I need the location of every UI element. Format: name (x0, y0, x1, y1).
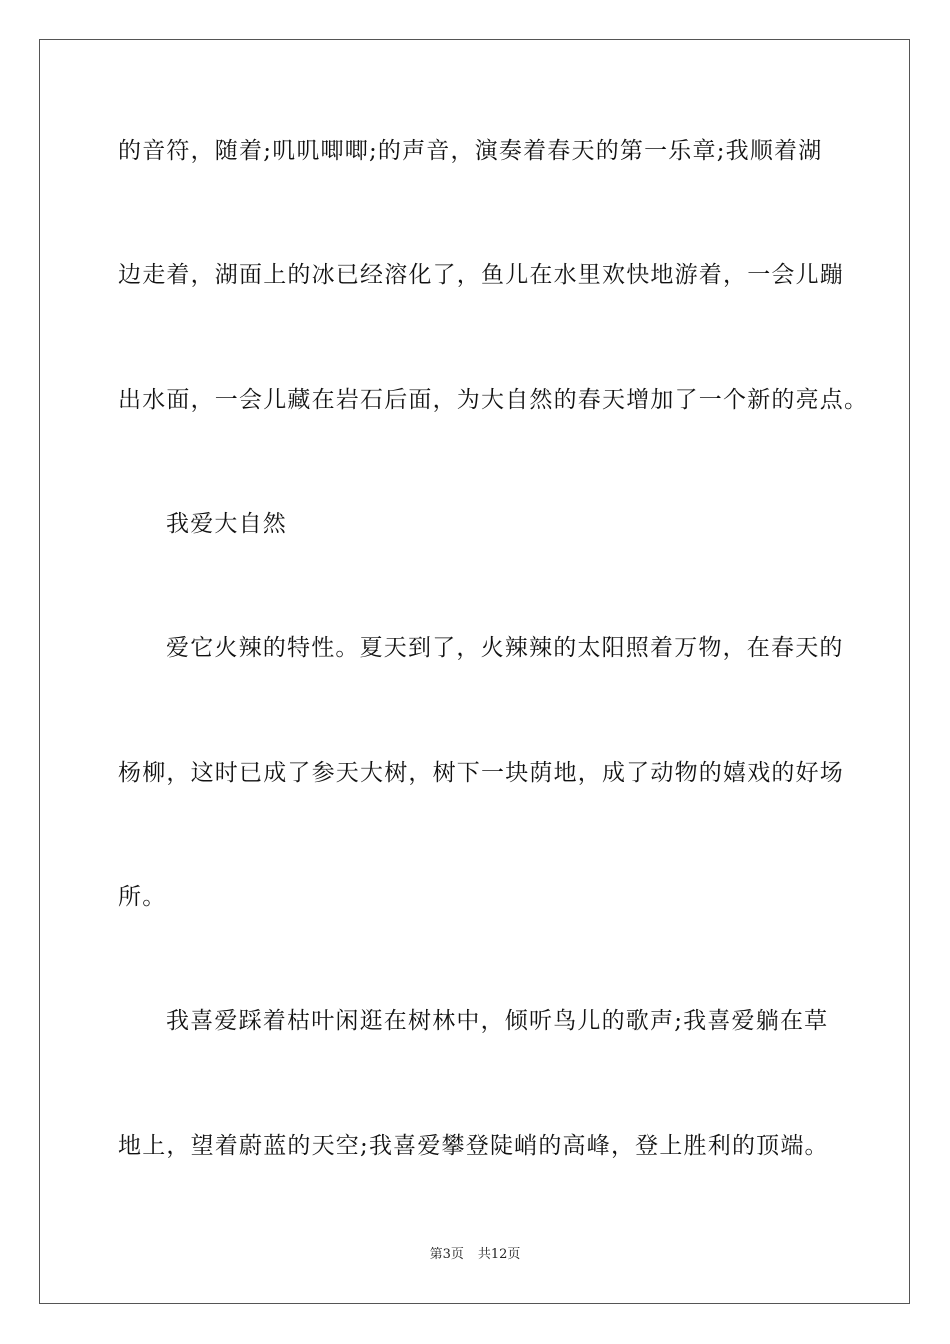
text-line-6: 杨柳，这时已成了参天大树，树下一块荫地，成了动物的嬉戏的好场 (118, 760, 844, 786)
page-border (39, 39, 910, 1304)
page-number: 第3页 (429, 1247, 464, 1262)
text-line-2: 边走着，湖面上的冰已经溶化了，鱼儿在水里欢快地游着，一会儿蹦 (118, 262, 844, 288)
text-line-3: 出水面，一会儿藏在岩石后面，为大自然的春天增加了一个新的亮点。 (118, 387, 869, 413)
text-line-5: 爱它火辣的特性。夏天到了，火辣辣的太阳照着万物，在春天的 (166, 635, 844, 661)
section-heading: 我爱大自然 (166, 511, 287, 537)
text-line-1: 的音符，随着;叽叽唧唧;的声音，演奏着春天的第一乐章;我顺着湖 (118, 138, 823, 164)
text-line-9: 地上，望着蔚蓝的天空;我喜爱攀登陡峭的高峰，登上胜利的顶端。 (118, 1133, 829, 1159)
text-line-7: 所。 (118, 884, 167, 910)
page-footer (0, 1246, 950, 1264)
total-pages: 共12页 (477, 1247, 521, 1262)
text-line-8: 我喜爱踩着枯叶闲逛在树林中，倾听鸟儿的歌声;我喜爱躺在草 (166, 1008, 829, 1034)
